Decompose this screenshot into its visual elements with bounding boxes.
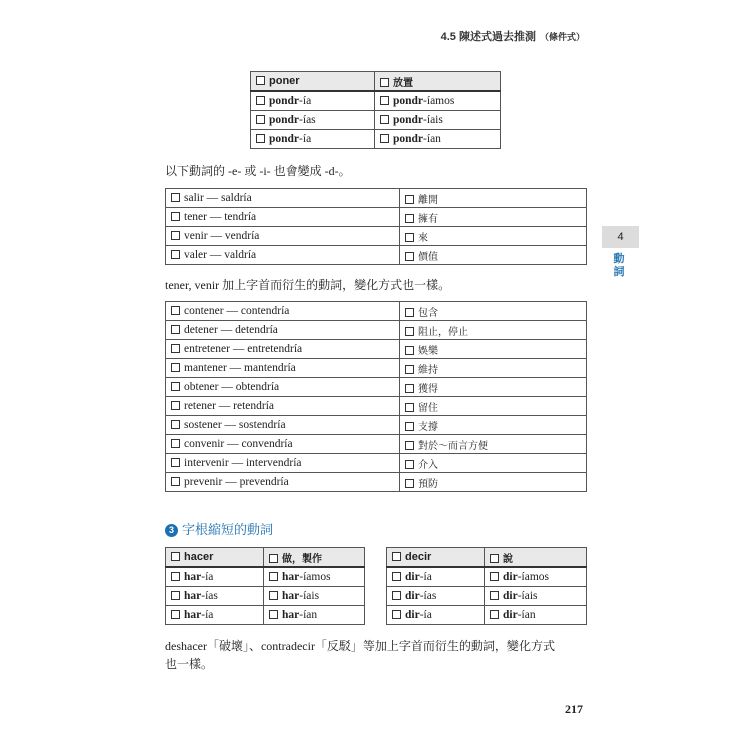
table-cell xyxy=(166,435,400,454)
verb-pair: mantener — mantendría xyxy=(184,362,296,374)
verb-stem: pondr xyxy=(393,95,424,107)
checkbox-icon xyxy=(171,231,180,240)
page-number: 217 xyxy=(565,702,583,716)
checkbox-icon xyxy=(171,420,180,429)
verb-stem: pondr xyxy=(269,133,300,145)
hacer-table xyxy=(165,547,365,625)
table-cell xyxy=(251,111,375,130)
table-cell: 放置 xyxy=(375,72,501,92)
table-cell: hacer xyxy=(166,548,264,568)
verb-pair: obtener — obtendría xyxy=(184,381,280,393)
table-cell xyxy=(485,567,587,587)
derived-verbs-table xyxy=(165,301,587,492)
checkbox-icon xyxy=(171,552,180,561)
verb-pair: prevenir — prevendría xyxy=(184,476,289,488)
checkbox-icon xyxy=(405,308,414,317)
table-row xyxy=(166,606,365,625)
running-header xyxy=(441,28,585,44)
verb-ending: -ían xyxy=(423,133,441,145)
verb-stem: pondr xyxy=(393,133,424,145)
verb-stem: dir xyxy=(405,609,420,621)
table-header-row xyxy=(251,72,501,92)
verb-stem: pondr xyxy=(393,114,424,126)
table-cell xyxy=(387,606,485,625)
table-row xyxy=(166,189,587,208)
header-title: 4.5 陳述式過去推測 xyxy=(440,31,536,43)
verb-stem: dir xyxy=(503,571,518,583)
table-cell xyxy=(400,435,587,454)
checkbox-icon xyxy=(256,96,265,105)
table-cell xyxy=(166,587,264,606)
table-cell xyxy=(400,227,587,246)
table-cell xyxy=(400,189,587,208)
table-cell xyxy=(264,567,365,587)
table-cell xyxy=(166,378,400,397)
verb-stem: dir xyxy=(405,590,420,602)
verb-ending: -ía xyxy=(201,609,214,621)
table-row xyxy=(166,227,587,246)
verb-pair: sostener — sostendría xyxy=(184,419,286,431)
verb-stem: har xyxy=(184,609,202,621)
verb-meaning: 獲得 xyxy=(418,383,438,395)
table-cell xyxy=(400,473,587,492)
table-cell xyxy=(264,587,365,606)
table-row xyxy=(251,130,501,149)
table-cell xyxy=(264,606,365,625)
table-row xyxy=(166,587,365,606)
checkbox-icon xyxy=(171,401,180,410)
verb-ending: -ía xyxy=(419,571,432,583)
checkbox-icon xyxy=(392,552,401,561)
checkbox-icon xyxy=(171,363,180,372)
checkbox-icon xyxy=(405,233,414,242)
verb-stem: dir xyxy=(503,609,518,621)
table-cell xyxy=(166,302,400,321)
checkbox-icon xyxy=(392,610,401,619)
verb-meaning: 支撐 xyxy=(418,421,438,433)
checkbox-icon xyxy=(256,134,265,143)
verb-stem: har xyxy=(184,590,202,602)
checkbox-icon xyxy=(380,134,389,143)
table-row xyxy=(166,473,587,492)
table-cell xyxy=(166,397,400,416)
verb-pair: valer — valdría xyxy=(184,249,257,261)
verb-pair: contener — contendría xyxy=(184,305,290,317)
table-header-row xyxy=(387,548,587,568)
verb-ending: -ían xyxy=(517,609,536,621)
table-row xyxy=(166,246,587,265)
table-cell: 說 xyxy=(485,548,587,568)
paragraph-deshacer xyxy=(165,637,555,673)
checkbox-icon xyxy=(171,572,180,581)
table-cell xyxy=(166,454,400,473)
paragraph-line: deshacer「破壞」、contradecir「反駁」等加上字首而衍生的動詞，變化方式 xyxy=(165,639,555,653)
checkbox-icon xyxy=(405,384,414,393)
checkbox-icon xyxy=(269,554,278,563)
checkbox-icon xyxy=(171,439,180,448)
d-change-table xyxy=(165,188,587,265)
checkbox-icon xyxy=(405,365,414,374)
verb-stem: pondr xyxy=(269,114,300,126)
verb-ending: -íamos xyxy=(423,95,455,107)
checkbox-icon xyxy=(171,458,180,467)
table-cell xyxy=(166,340,400,359)
paragraph-d-change: 以下動詞的 -e- 或 -i- 也會變成 -d-。 xyxy=(165,164,351,178)
verb-stem: har xyxy=(184,571,202,583)
verb-ending: -íais xyxy=(517,590,538,602)
table-header-row xyxy=(166,548,365,568)
verb-meaning: 阻止，停止 xyxy=(418,326,468,338)
checkbox-icon xyxy=(405,346,414,355)
verb-stem: dir xyxy=(405,571,420,583)
table-cell xyxy=(166,567,264,587)
verb-stem: dir xyxy=(503,590,518,602)
poner-table xyxy=(250,71,501,149)
table-cell xyxy=(400,359,587,378)
checkbox-icon xyxy=(171,477,180,486)
verb-meaning: 離開 xyxy=(418,194,438,206)
verb-ending: -ías xyxy=(201,590,218,602)
verb-ending: -ías xyxy=(419,590,437,602)
decir-table xyxy=(386,547,587,625)
table-row xyxy=(251,111,501,130)
table-cell xyxy=(387,567,485,587)
table-cell: 做，製作 xyxy=(264,548,365,568)
table-row xyxy=(166,302,587,321)
table-row xyxy=(251,91,501,111)
table-cell xyxy=(166,321,400,340)
checkbox-icon xyxy=(171,250,180,259)
checkbox-icon xyxy=(269,591,278,600)
checkbox-icon xyxy=(490,554,499,563)
verb-ending: -ía xyxy=(299,133,312,145)
table-cell xyxy=(375,111,501,130)
table-cell xyxy=(400,246,587,265)
table-cell xyxy=(400,302,587,321)
verb-meaning: 擁有 xyxy=(418,213,438,225)
verb-ending: -íais xyxy=(423,114,443,126)
verb-ending: -ía xyxy=(299,95,312,107)
checkbox-icon xyxy=(405,460,414,469)
table-row xyxy=(387,606,587,625)
table-row xyxy=(166,378,587,397)
checkbox-icon xyxy=(490,591,499,600)
checkbox-icon xyxy=(256,115,265,124)
checkbox-icon xyxy=(405,422,414,431)
verb-pair: venir — vendría xyxy=(184,230,260,242)
checkbox-icon xyxy=(405,195,414,204)
table-cell xyxy=(166,189,400,208)
verb-meaning: 來 xyxy=(418,232,428,244)
table-cell xyxy=(485,587,587,606)
checkbox-icon xyxy=(405,441,414,450)
table-row xyxy=(166,567,365,587)
verb-ending: -íais xyxy=(299,590,320,602)
checkbox-icon xyxy=(380,78,389,87)
checkbox-icon xyxy=(405,327,414,336)
checkbox-icon xyxy=(269,572,278,581)
table-cell xyxy=(251,130,375,149)
checkbox-icon xyxy=(171,193,180,202)
checkbox-icon xyxy=(405,252,414,261)
chapter-label: 動詞 xyxy=(613,252,625,278)
checkbox-icon xyxy=(171,212,180,221)
table-cell xyxy=(387,587,485,606)
table-cell xyxy=(400,321,587,340)
checkbox-icon xyxy=(171,591,180,600)
checkbox-icon xyxy=(171,325,180,334)
table-row xyxy=(166,454,587,473)
checkbox-icon xyxy=(405,214,414,223)
paragraph-line: 也一樣。 xyxy=(165,657,214,671)
table-row xyxy=(166,416,587,435)
table-cell xyxy=(485,606,587,625)
table-row xyxy=(166,359,587,378)
table-cell xyxy=(166,359,400,378)
table-cell xyxy=(400,378,587,397)
checkbox-icon xyxy=(380,115,389,124)
verb-meaning: 維持 xyxy=(418,364,438,376)
table-row xyxy=(166,321,587,340)
checkbox-icon xyxy=(256,76,265,85)
checkbox-icon xyxy=(171,306,180,315)
verb-pair: convenir — convendría xyxy=(184,438,293,450)
table-cell xyxy=(166,473,400,492)
table-cell xyxy=(166,606,264,625)
table-cell: decir xyxy=(387,548,485,568)
verb-stem: har xyxy=(282,609,300,621)
checkbox-icon xyxy=(171,382,180,391)
table-row xyxy=(166,208,587,227)
checkbox-icon xyxy=(269,610,278,619)
table-cell: poner xyxy=(251,72,375,92)
checkbox-icon xyxy=(171,610,180,619)
verb-stem: har xyxy=(282,571,300,583)
verb-meaning: 留住 xyxy=(418,402,438,414)
verb-ending: -ían xyxy=(299,609,318,621)
checkbox-icon xyxy=(392,572,401,581)
verb-pair: intervenir — intervendría xyxy=(184,457,302,469)
table-cell xyxy=(166,246,400,265)
verb-meaning: 包含 xyxy=(418,307,438,319)
table-cell xyxy=(166,227,400,246)
table-cell xyxy=(375,130,501,149)
verb-pair: tener — tendría xyxy=(184,211,257,223)
verb-pair: salir — saldría xyxy=(184,192,252,204)
table-row xyxy=(166,340,587,359)
verb-stem: har xyxy=(282,590,300,602)
checkbox-icon xyxy=(380,96,389,105)
table-cell xyxy=(400,416,587,435)
paragraph-derived: tener, venir 加上字首而衍生的動詞，變化方式也一樣。 xyxy=(165,278,451,292)
table-row xyxy=(166,397,587,416)
header-subtitle: （條件式） xyxy=(539,32,585,42)
verb-ending: -ía xyxy=(201,571,214,583)
verb-meaning: 價值 xyxy=(418,251,438,263)
verb-meaning: 娛樂 xyxy=(418,345,438,357)
verb-pair: entretener — entretendría xyxy=(184,343,303,355)
table-row xyxy=(387,587,587,606)
verb-pair: retener — retendría xyxy=(184,400,275,412)
chapter-tab: 4 xyxy=(602,226,639,248)
table-cell xyxy=(400,340,587,359)
table-cell xyxy=(166,416,400,435)
verb-meaning: 介入 xyxy=(418,459,438,471)
section-number-badge: 3 xyxy=(165,524,178,537)
table-row xyxy=(387,567,587,587)
table-cell xyxy=(251,91,375,111)
section-heading xyxy=(165,519,273,538)
table-cell xyxy=(400,397,587,416)
checkbox-icon xyxy=(392,591,401,600)
verb-ending: -ía xyxy=(419,609,432,621)
table-cell xyxy=(375,91,501,111)
verb-ending: -íamos xyxy=(517,571,550,583)
verb-stem: pondr xyxy=(269,95,300,107)
verb-meaning: 對於～而言方便 xyxy=(418,440,488,452)
checkbox-icon xyxy=(171,344,180,353)
table-cell xyxy=(400,208,587,227)
section-title: 字根縮短的動詞 xyxy=(182,523,274,538)
verb-ending: -íamos xyxy=(299,571,331,583)
verb-meaning: 預防 xyxy=(418,478,438,490)
table-cell xyxy=(166,208,400,227)
checkbox-icon xyxy=(490,572,499,581)
table-row xyxy=(166,435,587,454)
table-cell xyxy=(400,454,587,473)
verb-ending: -ías xyxy=(299,114,316,126)
checkbox-icon xyxy=(405,479,414,488)
verb-pair: detener — detendría xyxy=(184,324,278,336)
checkbox-icon xyxy=(490,610,499,619)
checkbox-icon xyxy=(405,403,414,412)
